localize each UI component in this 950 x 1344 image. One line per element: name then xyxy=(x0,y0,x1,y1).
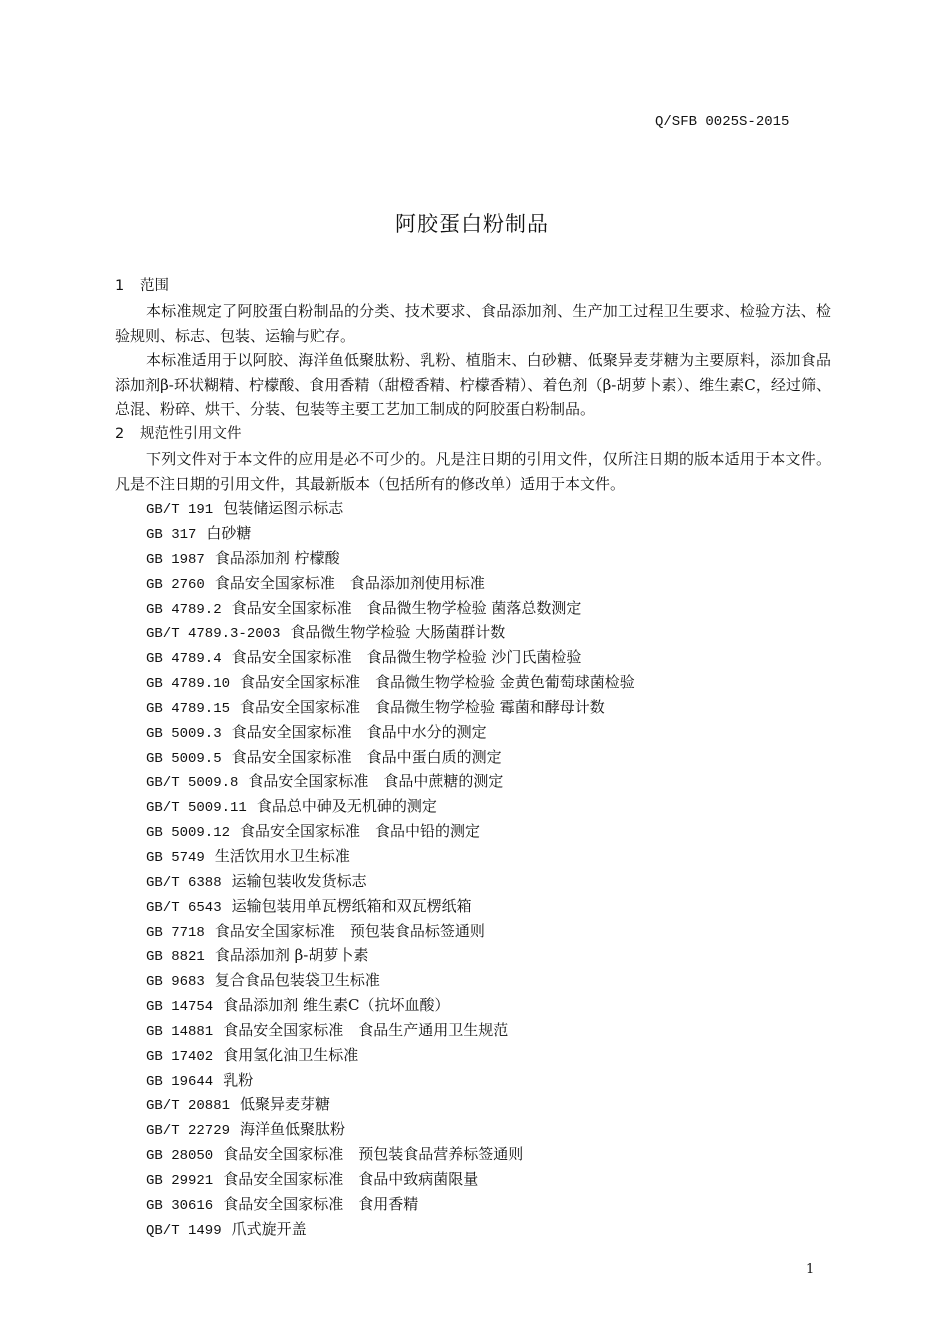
reference-title: 爪式旋开盖 xyxy=(231,1219,307,1238)
reference-title: 食品安全国家标准 食品微生物学检验 菌落总数测定 xyxy=(231,598,582,617)
reference-item xyxy=(115,720,831,745)
reference-title: 食品安全国家标准 食品中蔗糖的测定 xyxy=(248,772,504,791)
reference-title: 食品安全国家标准 食品中致病菌限量 xyxy=(223,1169,479,1188)
document-body xyxy=(115,274,831,1241)
reference-item xyxy=(115,919,831,944)
reference-item xyxy=(115,521,831,546)
reference-item xyxy=(115,745,831,770)
reference-code: GB 4789.2 xyxy=(146,601,222,618)
reference-title: 生活饮用水卫生标准 xyxy=(214,846,350,865)
reference-code: GB 2760 xyxy=(146,576,205,593)
reference-item xyxy=(115,546,831,571)
reference-code: GB 5749 xyxy=(146,849,205,866)
reference-code: GB/T 4789.3-2003 xyxy=(146,626,281,643)
reference-title: 食品安全国家标准 食品添加剂使用标准 xyxy=(214,573,485,592)
reference-item xyxy=(115,1043,831,1068)
reference-title: 食品添加剂 β-胡萝卜素 xyxy=(214,946,369,965)
reference-title: 食品安全国家标准 食品中铅的测定 xyxy=(240,822,481,841)
reference-code: GB/T 5009.8 xyxy=(146,775,239,792)
reference-title: 海洋鱼低聚肽粉 xyxy=(240,1120,346,1139)
reference-code: GB 29921 xyxy=(146,1172,214,1189)
reference-code: GB/T 191 xyxy=(146,502,214,519)
reference-title: 食品安全国家标准 食品微生物学检验 霉菌和酵母计数 xyxy=(240,697,605,716)
standard-code: Q/SFB 0025S-2015 xyxy=(655,114,790,130)
reference-title: 食品安全国家标准 预包装食品标签通则 xyxy=(214,921,485,940)
reference-code: GB 317 xyxy=(146,527,197,543)
section-number: 1 xyxy=(115,278,125,294)
reference-code: GB 14881 xyxy=(146,1023,214,1040)
reference-item xyxy=(115,695,831,720)
reference-item xyxy=(115,993,831,1018)
reference-title: 食品安全国家标准 食品微生物学检验 沙门氏菌检验 xyxy=(231,648,582,667)
reference-code: GB 19644 xyxy=(146,1073,214,1090)
reference-item xyxy=(115,794,831,819)
page-number: 1 xyxy=(806,1262,815,1277)
reference-item xyxy=(115,1092,831,1117)
reference-item xyxy=(115,645,831,670)
section-heading-scope xyxy=(115,274,831,299)
reference-title: 复合食品包装袋卫生标准 xyxy=(214,971,380,990)
reference-code: GB 17402 xyxy=(146,1048,214,1065)
reference-code: GB 7718 xyxy=(146,924,205,941)
reference-code: GB 1987 xyxy=(146,551,205,568)
reference-title: 食品安全国家标准 食品中蛋白质的测定 xyxy=(231,747,502,766)
reference-item xyxy=(115,571,831,596)
section-heading-normative-references xyxy=(115,422,831,447)
reference-title: 食品安全国家标准 食用香精 xyxy=(223,1194,419,1213)
reference-code: GB 4789.15 xyxy=(146,700,231,717)
section-number: 2 xyxy=(115,425,125,442)
reference-item xyxy=(115,1068,831,1093)
reference-code: GB/T 6388 xyxy=(146,874,222,891)
reference-item xyxy=(115,1192,831,1217)
reference-item xyxy=(115,1117,831,1142)
reference-code: GB/T 5009.11 xyxy=(146,800,247,817)
reference-code: GB 5009.5 xyxy=(146,750,222,767)
reference-title: 食品安全国家标准 预包装食品营养标签通则 xyxy=(223,1145,524,1164)
reference-item xyxy=(115,1018,831,1043)
reference-item xyxy=(115,769,831,794)
reference-code: GB 4789.10 xyxy=(146,676,231,693)
reference-code: GB 4789.4 xyxy=(146,651,222,668)
reference-title: 食品添加剂 维生素C（抗坏血酸） xyxy=(223,996,450,1015)
reference-item xyxy=(115,819,831,844)
reference-item xyxy=(115,894,831,919)
reference-code: GB 28050 xyxy=(146,1148,214,1165)
reference-item xyxy=(115,1217,831,1242)
reference-item xyxy=(115,1167,831,1192)
paragraph: 下列文件对于本文件的应用是必不可少的。凡是注日期的引用文件，仅所注日期的版本适用于本文件。凡是不注日期的引用文件，其最新版本（包括所有的修改单）适用于本文件。 xyxy=(115,449,831,493)
reference-code: GB 5009.12 xyxy=(146,825,231,842)
reference-item xyxy=(115,620,831,645)
reference-code: GB 5009.3 xyxy=(146,725,222,742)
reference-title: 食品安全国家标准 食品生产通用卫生规范 xyxy=(223,1020,509,1039)
reference-code: GB/T 6543 xyxy=(146,899,222,916)
reference-title: 食品安全国家标准 食品微生物学检验 金黄色葡萄球菌检验 xyxy=(240,673,635,692)
reference-code: GB/T 22729 xyxy=(146,1123,231,1140)
reference-title: 运输包装用单瓦楞纸箱和双瓦楞纸箱 xyxy=(231,896,472,915)
section-title: 规范性引用文件 xyxy=(140,425,242,442)
reference-item xyxy=(115,596,831,621)
reference-code: QB/T 1499 xyxy=(146,1222,222,1239)
section-title: 范围 xyxy=(140,278,169,294)
reference-item xyxy=(115,1142,831,1167)
paragraph: 本标准适用于以阿胶、海洋鱼低聚肽粉、乳粉、植脂末、白砂糖、低聚异麦芽糖为主要原料，添加食品添加剂β-环状糊精、柠檬酸、食用香精（甜橙香精、柠檬香精）、着色剂（β-胡萝卜素）、维生素C，经过筛、总混、粉碎、烘干、分装、包装等主要工艺加工制成的阿胶蛋白粉制品。 xyxy=(115,351,831,419)
reference-item xyxy=(115,869,831,894)
reference-title: 食用氢化油卫生标准 xyxy=(223,1045,359,1064)
reference-title: 食品微生物学检验 大肠菌群计数 xyxy=(290,623,506,642)
reference-code: GB/T 20881 xyxy=(146,1098,231,1115)
reference-title: 食品安全国家标准 食品中水分的测定 xyxy=(231,722,487,741)
reference-code: GB 14754 xyxy=(146,999,214,1016)
paragraph: 本标准规定了阿胶蛋白粉制品的分类、技术要求、食品添加剂、生产加工过程卫生要求、检验方法、检验规则、标志、包装、运输与贮存。 xyxy=(115,302,831,345)
reference-title: 运输包装收发货标志 xyxy=(231,871,367,890)
reference-item xyxy=(115,844,831,869)
reference-item xyxy=(115,670,831,695)
document-title: 阿胶蛋白粉制品 xyxy=(395,212,549,236)
reference-title: 低聚异麦芽糖 xyxy=(240,1095,331,1114)
reference-item xyxy=(115,943,831,968)
reference-title: 包装储运图示标志 xyxy=(223,499,344,518)
reference-title: 白砂糖 xyxy=(206,524,252,542)
reference-code: GB 9683 xyxy=(146,974,205,991)
reference-title: 食品添加剂 柠檬酸 xyxy=(214,548,340,567)
reference-code: GB 8821 xyxy=(146,949,205,966)
reference-code: GB 30616 xyxy=(146,1197,214,1214)
reference-item xyxy=(115,968,831,993)
reference-list xyxy=(115,496,831,1241)
reference-title: 乳粉 xyxy=(223,1070,254,1089)
reference-title: 食品总中砷及无机砷的测定 xyxy=(256,797,437,816)
reference-item xyxy=(115,496,831,521)
